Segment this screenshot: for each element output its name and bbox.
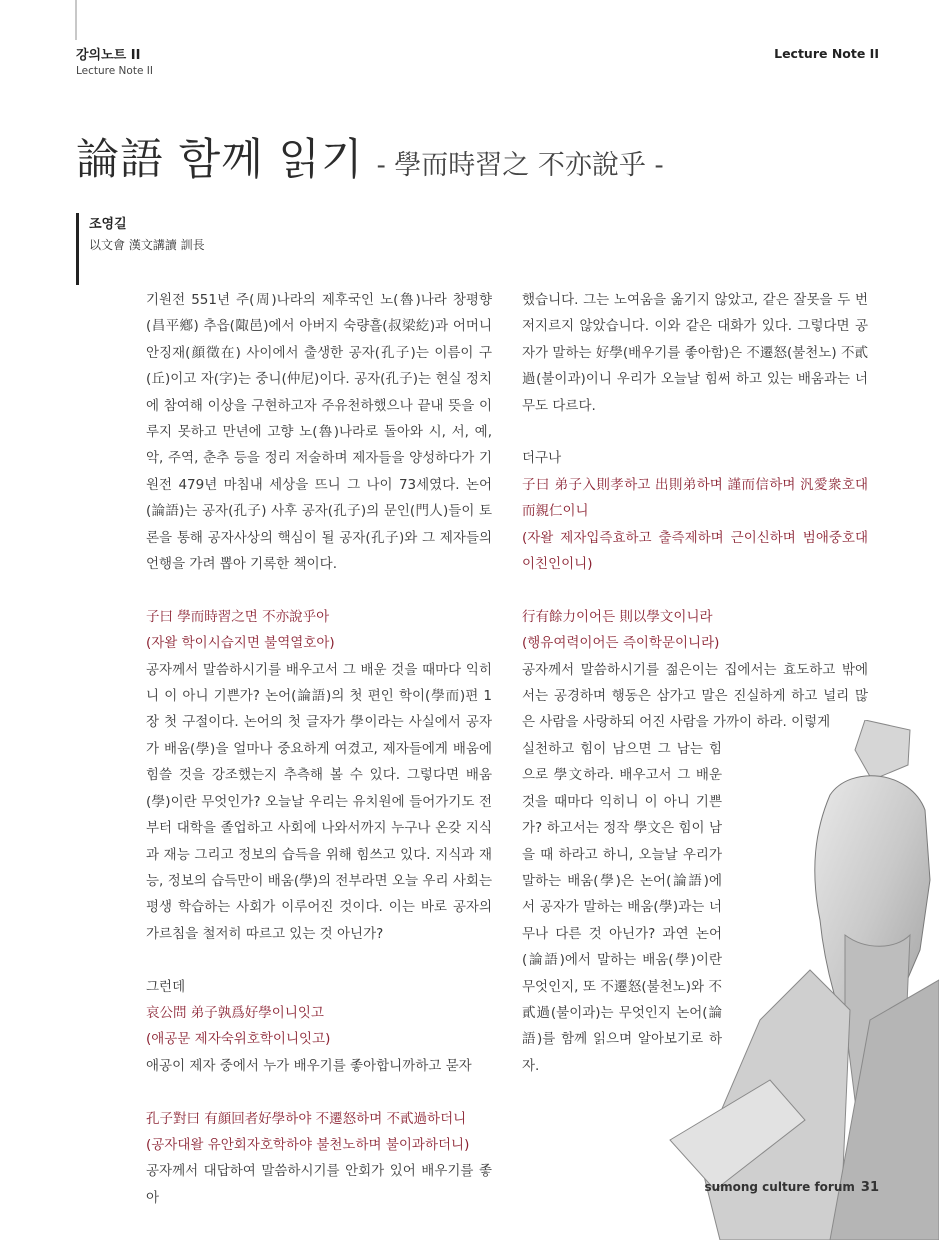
page-number: 31 bbox=[860, 1180, 879, 1195]
quote-reading: (자왈 제자입즉효하고 출즉제하며 근이신하며 범애중호대 이친인이니) bbox=[522, 529, 868, 573]
author-affiliation: 以文會 漢文講讀 訓長 bbox=[89, 238, 205, 252]
quote-hanja: 哀公問 弟子孰爲好學이니잇고 bbox=[146, 1004, 324, 1021]
author-name: 조영길 bbox=[89, 217, 127, 232]
quote-hanja: 行有餘力이어든 則以學文이니라 bbox=[522, 608, 713, 625]
author-block bbox=[76, 213, 205, 285]
quote-hanja: 孔子對曰 有顔回者好學하야 不遷怒하며 不貳過하더니 bbox=[146, 1110, 467, 1127]
article-title-main: 論語 함께 읽기 bbox=[76, 135, 364, 185]
body-paragraph: 애공이 제자 중에서 누가 배우기를 좋아합니까하고 묻자 bbox=[146, 1057, 472, 1074]
quote-hanja: 子曰 學而時習之면 不亦說乎아 bbox=[146, 608, 330, 625]
transition-text: 그런데 bbox=[146, 978, 186, 995]
body-paragraph: 공자께서 말씀하시기를 배우고서 그 배운 것을 때마다 익히니 이 아니 기쁜가? 논어(論語)의 첫 편인 학이(學而)편 1장 첫 구절이다. 논어의 첫 글자가 學이라는 사실에서 공자가 배움(學)을 얼마나 중요하게 여겼고, 제자들에게 배움에 힘쓸 것을 강조했는지 추측해 볼 수 있다. 그렇다면 배움(學)이란 무엇인가? 오늘날 우리는 유치원에 들어가기도 전부터 대학을 졸업하고 사회에 나와서까지 누구나 온갖 지식과 재능 그리고 정보의 습득을 위해 힘쓰고 있다. 지식과 재능, 정보의 습득만이 배움(學)의 전부라면 오늘 우리 사회는 평생 학습하는 사회가 이루어진 것이다. 이는 바로 공자의 가르침을 철저히 따르고 있는 것 아닌가? bbox=[146, 661, 492, 942]
section-title-korean: 강의노트 II bbox=[76, 48, 141, 63]
quote-reading: (자왈 학이시습지면 불역열호아) bbox=[146, 635, 335, 652]
transition-text: 더구나 bbox=[522, 450, 562, 467]
quote-reading: (공자대왈 유안회자호학하야 불천노하며 불이과하더니) bbox=[146, 1136, 470, 1153]
quote-reading: (행유여력이어든 즉이학문이니라) bbox=[522, 635, 720, 652]
intro-paragraph: 기원전 551년 주(周)나라의 제후국인 노(魯)나라 창평향(昌平鄕) 추읍(陬邑)에서 아버지 숙량흘(叔梁紇)과 어머니 안징재(顔徵在) 사이에서 출생한 공자(孔子)는 이름이 구(丘)이고 자(字)는 중니(仲尼)이다. 공자(孔子)는 현실 정치에 참여해 이상을 구현하고자 주유천하했으나 끝내 뜻을 이루지 못하고 만년에 고향 노(魯)나라로 돌아와 시, 서, 예, 악, 주역, 춘추 등을 정리 저술하며 제자들을 양성하다가 기원전 479년 마침내 세상을 뜨니 그 나이 73세였다. 논어(論語)는 공자(孔子) 사후 공자(孔子)의 문인(門人)들이 토론을 통해 공자사상의 핵심이 될 공자(孔子)와 그 제자들의 언행을 가려 뽑아 기록한 책이다. bbox=[146, 292, 492, 573]
text-column-left bbox=[146, 287, 492, 1211]
running-header-left bbox=[76, 44, 153, 77]
footer-brand: sumong culture forum bbox=[704, 1180, 855, 1194]
confucius-statue-image bbox=[640, 720, 939, 1240]
body-paragraph: 공자께서 말씀하시기를 젊은이는 집에서는 효도하고 밖에서는 공경하며 행동은 삼가고 말은 진실하게 하고 널리 많은 사람을 사랑하되 어진 사람을 가까이 하라. 이렇게 bbox=[522, 661, 868, 731]
quote-reading: (애공문 제자숙위호학이니잇고) bbox=[146, 1031, 331, 1048]
article-title-sub: - 學而時習之 不亦說乎 - bbox=[376, 150, 664, 181]
body-paragraph: 공자께서 대답하여 말씀하시기를 안회가 있어 배우기를 좋아 bbox=[146, 1163, 492, 1206]
running-header-right: Lecture Note II bbox=[774, 46, 879, 61]
quote-hanja: 子曰 弟子入則孝하고 出則弟하며 謹而信하며 汎愛衆호대 而親仁이니 bbox=[522, 476, 868, 520]
article-title bbox=[76, 126, 664, 187]
section-title-english: Lecture Note II bbox=[76, 65, 153, 77]
body-paragraph: 했습니다. 그는 노여움을 옮기지 않았고, 같은 잘못을 두 번 저지르지 않았습니다. 이와 같은 대화가 있다. 그렇다면 공자가 말하는 好學(배우기를 좋아함)은 不遷怒(불천노) 不貳過(불이과)이니 우리가 오늘날 힘써 하고 있는 배움과는 너무도 다르다. bbox=[522, 292, 868, 414]
body-paragraph-wrapped: 실천하고 힘이 남으면 그 남는 힘으로 學文하라. 배우고서 그 배운 것을 때마다 익히니 이 아니 기쁜가? 하고서는 정작 學文은 힘이 남을 때 하라고 하니, 오늘날 우리가 말하는 배움(學)은 논어(論語)에서 공자가 말하는 배움(學)과는 너무나 다른 것 아닌가? 과연 논어(論語)에서 말하는 배움(學)이란 무엇인지, 또 不遷怒(불천노)와 不貳過(불이과)는 무엇인지 논어(論語)를 함께 읽으며 알아보기로 하자. bbox=[522, 740, 722, 1074]
header-rule bbox=[75, 0, 77, 40]
page-footer bbox=[704, 1180, 879, 1195]
